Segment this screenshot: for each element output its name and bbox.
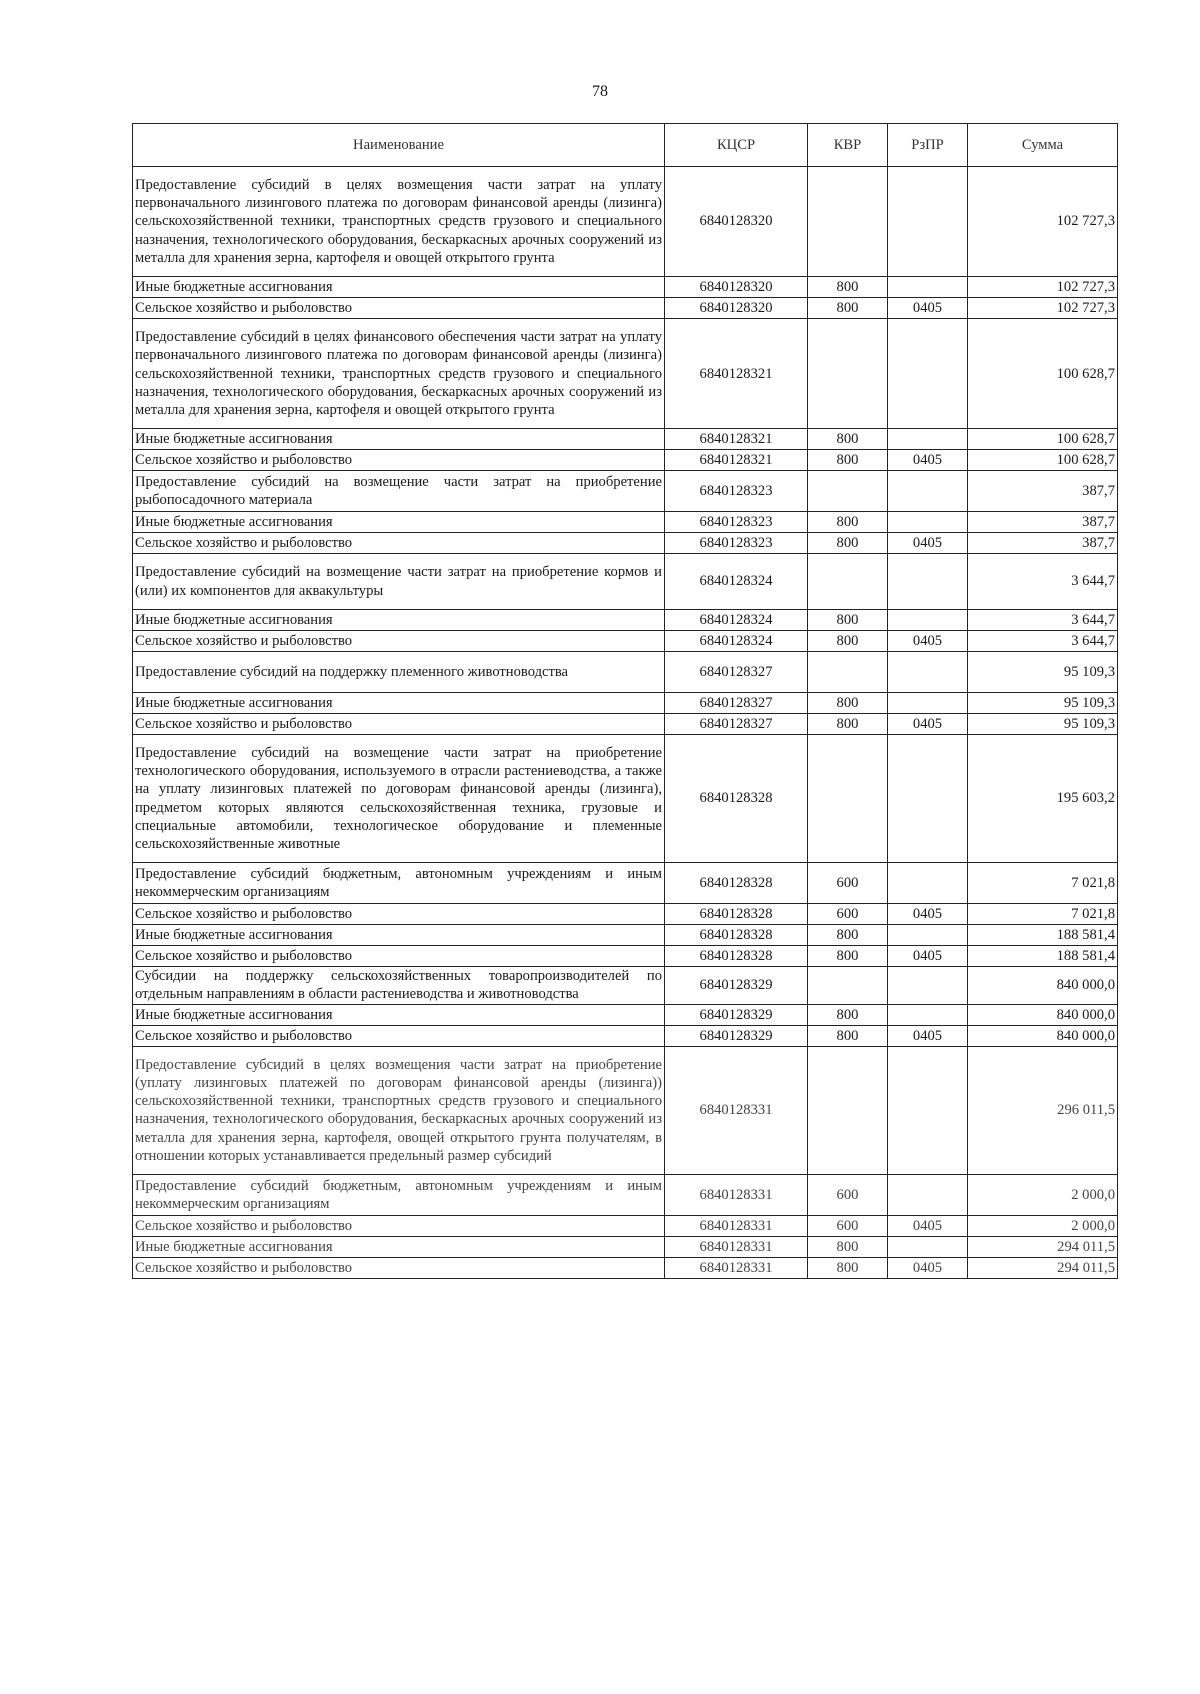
row-name: Сельское хозяйство и рыболовство — [133, 450, 665, 471]
row-code: 6840128331 — [665, 1216, 808, 1237]
row-code: 6840128331 — [665, 1175, 808, 1216]
row-rzpr: 0405 — [888, 630, 968, 651]
column-header-name: Наименование — [133, 124, 665, 167]
row-code: 6840128323 — [665, 471, 808, 512]
row-kvr: 800 — [808, 1025, 888, 1046]
row-code: 6840128328 — [665, 925, 808, 946]
row-sum: 100 628,7 — [968, 319, 1118, 429]
row-rzpr — [888, 277, 968, 298]
row-name: Иные бюджетные ассигнования — [133, 925, 665, 946]
row-name: Сельское хозяйство и рыболовство — [133, 713, 665, 734]
row-code: 6840128328 — [665, 734, 808, 862]
row-sum: 100 628,7 — [968, 429, 1118, 450]
row-kvr — [808, 319, 888, 429]
row-kvr: 800 — [808, 713, 888, 734]
row-rzpr — [888, 1046, 968, 1174]
table-header-row — [133, 124, 1118, 167]
row-code: 6840128331 — [665, 1046, 808, 1174]
row-sum: 840 000,0 — [968, 1025, 1118, 1046]
table-row — [133, 1237, 1118, 1258]
row-name: Предоставление субсидий бюджетным, автономным учреждениям и иным некоммерческим организациям — [133, 863, 665, 904]
row-rzpr: 0405 — [888, 1025, 968, 1046]
row-code: 6840128324 — [665, 630, 808, 651]
column-header-rzpr: РзПР — [888, 124, 968, 167]
row-sum: 7 021,8 — [968, 904, 1118, 925]
row-code: 6840128329 — [665, 1004, 808, 1025]
row-kvr: 800 — [808, 692, 888, 713]
row-rzpr: 0405 — [888, 1258, 968, 1279]
row-code: 6840128329 — [665, 1025, 808, 1046]
row-kvr: 800 — [808, 277, 888, 298]
row-sum: 387,7 — [968, 471, 1118, 512]
row-kvr: 600 — [808, 1175, 888, 1216]
row-kvr: 800 — [808, 609, 888, 630]
row-sum: 2 000,0 — [968, 1216, 1118, 1237]
row-rzpr — [888, 471, 968, 512]
table-row — [133, 277, 1118, 298]
row-rzpr — [888, 609, 968, 630]
row-name: Предоставление субсидий на возмещение части затрат на приобретение кормов и (или) их компонентов для аквакультуры — [133, 554, 665, 609]
row-code: 6840128324 — [665, 609, 808, 630]
row-rzpr: 0405 — [888, 904, 968, 925]
row-sum: 102 727,3 — [968, 298, 1118, 319]
row-sum: 387,7 — [968, 512, 1118, 533]
row-rzpr — [888, 1237, 968, 1258]
row-kvr: 800 — [808, 533, 888, 554]
row-sum: 3 644,7 — [968, 630, 1118, 651]
table-row — [133, 533, 1118, 554]
row-rzpr — [888, 925, 968, 946]
row-code: 6840128328 — [665, 946, 808, 967]
row-name: Субсидии на поддержку сельскохозяйственных товаропроизводителей по отдельным направлениям в области растениеводства и животноводства — [133, 967, 665, 1004]
row-rzpr: 0405 — [888, 450, 968, 471]
row-sum: 102 727,3 — [968, 167, 1118, 277]
row-name: Иные бюджетные ассигнования — [133, 277, 665, 298]
row-name: Сельское хозяйство и рыболовство — [133, 904, 665, 925]
row-sum: 195 603,2 — [968, 734, 1118, 862]
row-rzpr: 0405 — [888, 298, 968, 319]
row-name: Предоставление субсидий на возмещение части затрат на приобретение технологического оборудования, используемого в отрасли растениеводства, а также на уплату лизинговых платежей по договорам финансовой аренды (лизинга), предметом которых являются сельскохозяйственная техника, грузовые и специальные автомобили, технологическое оборудование и племенные сельскохозяйственные животные — [133, 734, 665, 862]
row-sum: 3 644,7 — [968, 609, 1118, 630]
row-kvr: 800 — [808, 946, 888, 967]
row-code: 6840128324 — [665, 554, 808, 609]
table-row — [133, 713, 1118, 734]
row-kvr: 600 — [808, 1216, 888, 1237]
row-name: Иные бюджетные ассигнования — [133, 692, 665, 713]
row-sum: 387,7 — [968, 533, 1118, 554]
row-rzpr — [888, 863, 968, 904]
row-rzpr — [888, 967, 968, 1004]
row-code: 6840128320 — [665, 167, 808, 277]
row-name: Сельское хозяйство и рыболовство — [133, 1216, 665, 1237]
column-header-code: КЦСР — [665, 124, 808, 167]
table-row — [133, 946, 1118, 967]
row-name: Предоставление субсидий на возмещение части затрат на приобретение рыбопосадочного материала — [133, 471, 665, 512]
row-kvr: 800 — [808, 298, 888, 319]
row-kvr — [808, 734, 888, 862]
row-sum: 95 109,3 — [968, 692, 1118, 713]
row-name: Сельское хозяйство и рыболовство — [133, 630, 665, 651]
row-kvr: 800 — [808, 450, 888, 471]
row-name: Сельское хозяйство и рыболовство — [133, 533, 665, 554]
row-code: 6840128321 — [665, 319, 808, 429]
row-name: Предоставление субсидий бюджетным, автономным учреждениям и иным некоммерческим организациям — [133, 1175, 665, 1216]
row-rzpr — [888, 512, 968, 533]
row-code: 6840128323 — [665, 533, 808, 554]
row-sum: 7 021,8 — [968, 863, 1118, 904]
row-sum: 188 581,4 — [968, 946, 1118, 967]
row-code: 6840128321 — [665, 450, 808, 471]
row-kvr: 800 — [808, 512, 888, 533]
row-kvr: 800 — [808, 1004, 888, 1025]
row-name: Сельское хозяйство и рыболовство — [133, 1258, 665, 1279]
row-sum: 95 109,3 — [968, 713, 1118, 734]
table-row — [133, 471, 1118, 512]
row-rzpr — [888, 734, 968, 862]
row-name: Сельское хозяйство и рыболовство — [133, 1025, 665, 1046]
row-name: Иные бюджетные ассигнования — [133, 609, 665, 630]
row-kvr: 800 — [808, 429, 888, 450]
row-rzpr: 0405 — [888, 533, 968, 554]
table-row — [133, 429, 1118, 450]
row-kvr — [808, 471, 888, 512]
table-row — [133, 651, 1118, 692]
row-kvr: 800 — [808, 925, 888, 946]
table-row — [133, 630, 1118, 651]
row-rzpr — [888, 429, 968, 450]
row-rzpr: 0405 — [888, 1216, 968, 1237]
row-name: Иные бюджетные ассигнования — [133, 429, 665, 450]
table-row — [133, 167, 1118, 277]
table-row — [133, 734, 1118, 862]
row-sum: 294 011,5 — [968, 1258, 1118, 1279]
table-row — [133, 863, 1118, 904]
row-sum: 3 644,7 — [968, 554, 1118, 609]
row-rzpr — [888, 319, 968, 429]
column-header-sum: Сумма — [968, 124, 1118, 167]
row-code: 6840128327 — [665, 651, 808, 692]
row-code: 6840128327 — [665, 713, 808, 734]
row-kvr: 800 — [808, 630, 888, 651]
table-row — [133, 1046, 1118, 1174]
row-kvr — [808, 554, 888, 609]
row-name: Иные бюджетные ассигнования — [133, 1237, 665, 1258]
row-kvr — [808, 1046, 888, 1174]
row-name: Предоставление субсидий в целях возмещения части затрат на приобретение (уплату лизинговых платежей по договорам финансовой аренды (лизинга)) сельскохозяйственной техники, транспортных средств грузового и специального назначения, технологического оборудования, бескаркасных арочных сооружений из металла для хранения зерна, картофеля, овощей открытого грунта получателям, в отношении которых устанавливается предельный размер субсидий — [133, 1046, 665, 1174]
column-header-kvr: КВР — [808, 124, 888, 167]
table-row — [133, 554, 1118, 609]
row-rzpr: 0405 — [888, 946, 968, 967]
row-sum: 294 011,5 — [968, 1237, 1118, 1258]
row-sum: 102 727,3 — [968, 277, 1118, 298]
row-kvr — [808, 651, 888, 692]
row-code: 6840128328 — [665, 863, 808, 904]
row-code: 6840128331 — [665, 1237, 808, 1258]
row-kvr: 800 — [808, 1237, 888, 1258]
row-code: 6840128331 — [665, 1258, 808, 1279]
page-number: 78 — [592, 83, 608, 100]
row-sum: 840 000,0 — [968, 967, 1118, 1004]
row-name: Сельское хозяйство и рыболовство — [133, 946, 665, 967]
table-row — [133, 1216, 1118, 1237]
row-rzpr — [888, 651, 968, 692]
row-code: 6840128328 — [665, 904, 808, 925]
table-row — [133, 1258, 1118, 1279]
table-row — [133, 450, 1118, 471]
table-row — [133, 692, 1118, 713]
row-code: 6840128320 — [665, 298, 808, 319]
row-sum: 95 109,3 — [968, 651, 1118, 692]
row-sum: 2 000,0 — [968, 1175, 1118, 1216]
row-code: 6840128327 — [665, 692, 808, 713]
table-row — [133, 967, 1118, 1004]
row-name: Предоставление субсидий на поддержку племенного животноводства — [133, 651, 665, 692]
row-name: Иные бюджетные ассигнования — [133, 1004, 665, 1025]
row-code: 6840128329 — [665, 967, 808, 1004]
row-sum: 296 011,5 — [968, 1046, 1118, 1174]
row-rzpr — [888, 692, 968, 713]
row-rzpr — [888, 1175, 968, 1216]
row-sum: 188 581,4 — [968, 925, 1118, 946]
table-row — [133, 512, 1118, 533]
table-row — [133, 1175, 1118, 1216]
budget-table — [132, 123, 1118, 1279]
table-row — [133, 298, 1118, 319]
row-name: Сельское хозяйство и рыболовство — [133, 298, 665, 319]
row-code: 6840128320 — [665, 277, 808, 298]
row-kvr: 600 — [808, 904, 888, 925]
table-row — [133, 319, 1118, 429]
table-row — [133, 904, 1118, 925]
row-sum: 100 628,7 — [968, 450, 1118, 471]
row-name: Предоставление субсидий в целях финансового обеспечения части затрат на уплату первоначального лизингового платежа по договорам финансовой аренды (лизинга) сельскохозяйственной техники, транспортных средств грузового и специального назначения, технологического оборудования, бескаркасных арочных сооружений из металла для хранения зерна, картофеля и овощей открытого грунта — [133, 319, 665, 429]
row-rzpr — [888, 554, 968, 609]
row-kvr — [808, 167, 888, 277]
table-row — [133, 925, 1118, 946]
row-kvr — [808, 967, 888, 1004]
row-name: Иные бюджетные ассигнования — [133, 512, 665, 533]
table-row — [133, 609, 1118, 630]
row-name: Предоставление субсидий в целях возмещения части затрат на уплату первоначального лизингового платежа по договорам финансовой аренды (лизинга) сельскохозяйственной техники, транспортных средств грузового и специального назначения, технологического оборудования, бескаркасных арочных сооружений из металла для хранения зерна, картофеля и овощей открытого грунта — [133, 167, 665, 277]
row-kvr: 600 — [808, 863, 888, 904]
row-rzpr — [888, 167, 968, 277]
row-rzpr: 0405 — [888, 713, 968, 734]
row-kvr: 800 — [808, 1258, 888, 1279]
row-sum: 840 000,0 — [968, 1004, 1118, 1025]
table-row — [133, 1004, 1118, 1025]
table-row — [133, 1025, 1118, 1046]
row-code: 6840128321 — [665, 429, 808, 450]
row-code: 6840128323 — [665, 512, 808, 533]
row-rzpr — [888, 1004, 968, 1025]
